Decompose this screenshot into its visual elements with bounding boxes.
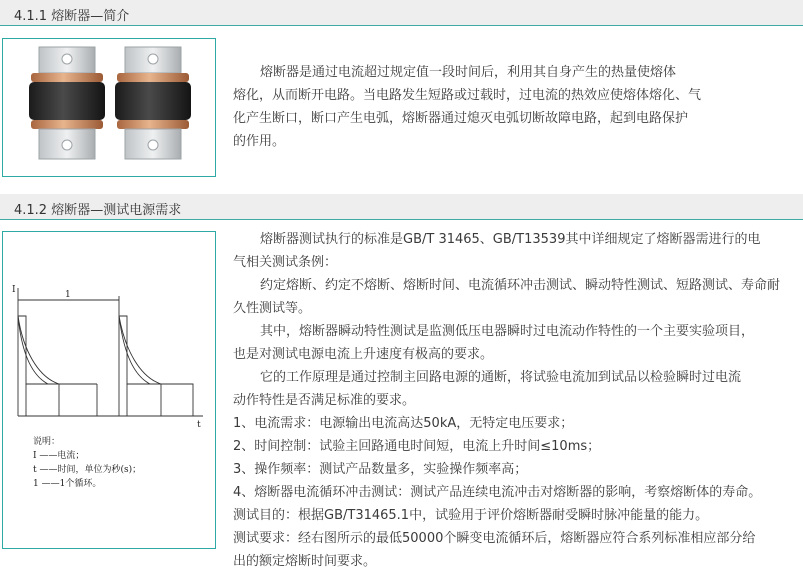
- diagram-legend: [33, 435, 141, 491]
- test-power-line: 也是对测试电源电流上升速度有极高的要求。: [233, 347, 494, 362]
- test-power-line: 3、操作频率：测试产品数量多，实验操作频率高；: [233, 462, 528, 477]
- fuse-photo: [3, 39, 215, 176]
- section-title-test-power: 4.1.2 熔断器—测试电源需求: [14, 203, 182, 218]
- test-power-line: 测试要求：经右图所示的最低50000个瞬变电流循环后，熔断器应符合系列标准相应部分给: [233, 531, 756, 546]
- section-header-intro: [0, 0, 803, 26]
- diagram-axis-y-label: I: [12, 285, 16, 295]
- test-power-line: 测试目的：根据GB/T31465.1中，试验用于评价熔断器耐受瞬时脉冲能量的能力。: [233, 508, 709, 523]
- test-power-line: 2、时间控制：试验主回路通电时间短，电流上升时间≤10ms；: [233, 439, 601, 454]
- test-power-line: 久性测试等。: [233, 301, 312, 316]
- diagram-period-label: 1: [65, 290, 71, 300]
- intro-line: 的作用。: [233, 134, 286, 149]
- intro-line: 熔断器是通过电流超过规定值一段时间后，利用其自身产生的热量使熔体: [260, 65, 677, 80]
- legend-title: 说明：: [33, 437, 61, 447]
- test-power-line: 其中，熔断器瞬动特性测试是监测低压电器瞬时过电流动作特性的一个主要实验项目，: [260, 324, 755, 339]
- fuse-left: [29, 47, 105, 159]
- current-cycle-diagram-frame: [2, 231, 216, 549]
- current-cycle-diagram: [3, 232, 215, 548]
- test-power-line: 熔断器测试执行的标准是GB/T 31465、GB/T13539其中详细规定了熔断器需进行的电: [260, 232, 761, 247]
- intro-line: 熔化，从而断开电路。当电路发生短路或过载时，过电流的热效应使熔体熔化、气: [233, 88, 702, 103]
- test-power-line: 出的额定熔断时间要求。: [233, 554, 377, 569]
- intro-paragraph: [233, 61, 701, 153]
- fuse-photo-frame: [2, 38, 216, 177]
- legend-item: 1 ——1个循环。: [33, 479, 102, 489]
- section-title-intro: 4.1.1 熔断器—简介: [14, 9, 130, 24]
- section-header-test-power: [0, 194, 803, 220]
- test-power-line: 约定熔断、约定不熔断、熔断时间、电流循环冲击测试、瞬动特性测试、短路测试、寿命耐: [260, 278, 781, 293]
- diagram-axis-x-label: t: [197, 420, 201, 430]
- intro-line: 化产生断口，断口产生电弧，熔断器通过熄灭电弧切断故障电路，起到电路保护: [233, 111, 689, 126]
- test-power-line: 4、熔断器电流循环冲击测试：测试产品连续电流冲击对熔断器的影响，考察熔断体的寿命。: [233, 485, 762, 500]
- pulse-2-outline: [119, 316, 193, 416]
- test-power-paragraph: [233, 228, 780, 573]
- test-power-line: 1、电流需求：电源输出电流高达50kA，无特定电压要求；: [233, 416, 574, 431]
- test-power-line: 气相关测试条例：: [233, 255, 338, 270]
- test-power-line: 它的工作原理是通过控制主回路电源的通断，将试验电流加到试品以检验瞬时过电流: [260, 370, 742, 385]
- test-power-line: 动作特性是否满足标准的要求。: [233, 393, 416, 408]
- pulse-2-curve-outer: [119, 316, 161, 384]
- legend-item: t ——时间，单位为秒(s)；: [33, 465, 142, 475]
- legend-item: I ——电流；: [33, 451, 85, 461]
- fuse-right: [115, 47, 191, 159]
- pulse-1-outline: [18, 316, 59, 416]
